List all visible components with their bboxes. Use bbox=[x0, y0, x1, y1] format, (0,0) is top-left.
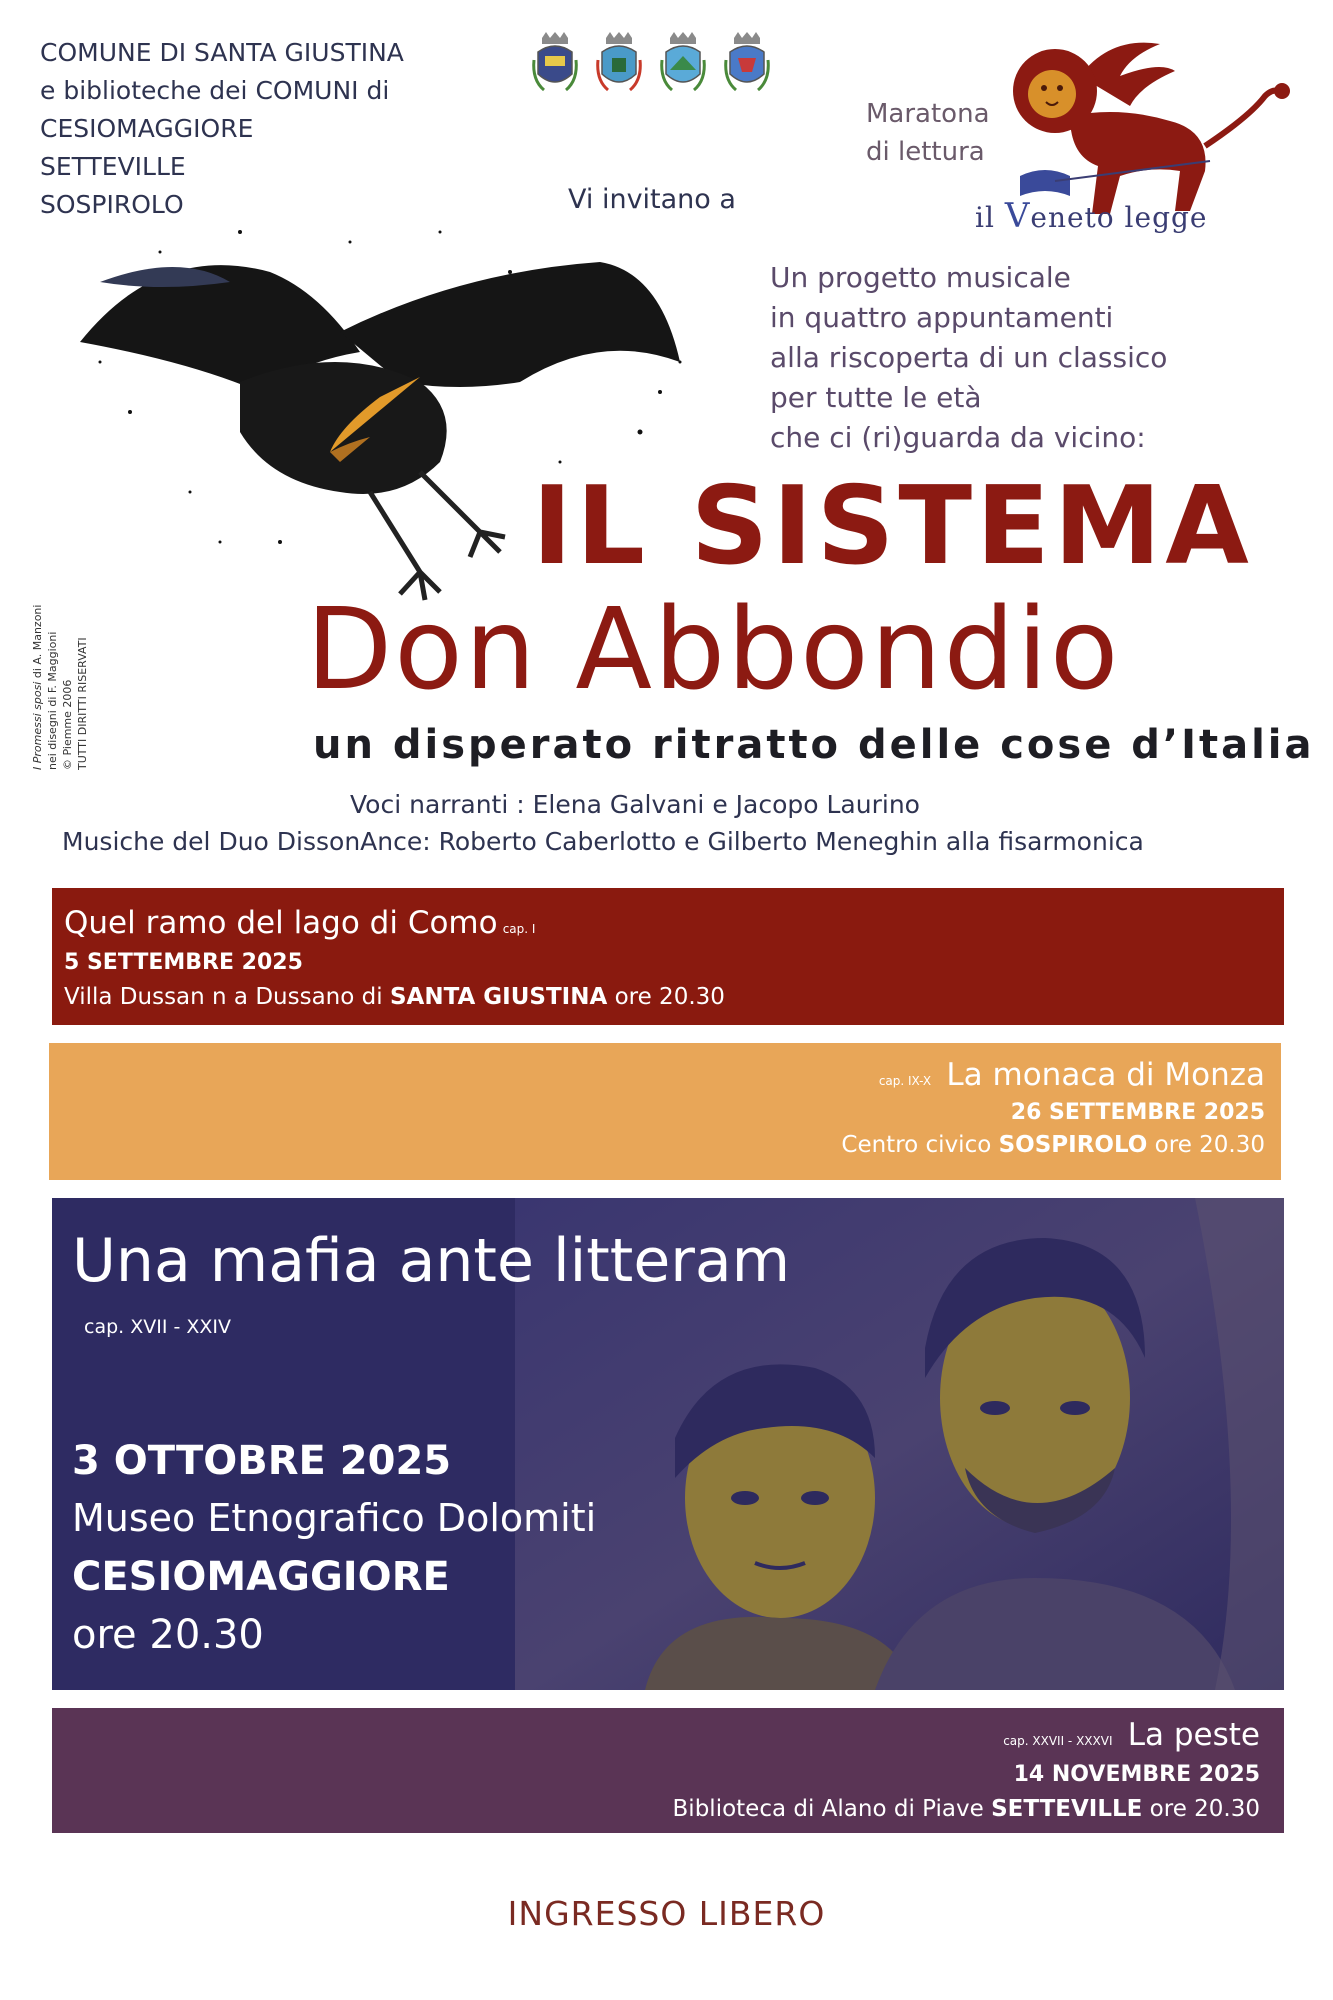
event-venue: Museo Etnografico Dolomiti bbox=[72, 1496, 597, 1540]
event-town: CESIOMAGGIORE bbox=[72, 1554, 450, 1600]
veneto-legge-logo-text bbox=[975, 196, 1208, 236]
event-chapter: cap. IX-X bbox=[878, 1074, 932, 1088]
event-date: 14 NOVEMBRE 2025 bbox=[1013, 1762, 1260, 1787]
blurb-line: per tutte le età bbox=[770, 381, 982, 414]
event-place-line bbox=[64, 980, 725, 1014]
event-time: ore 20.30 bbox=[1142, 1796, 1260, 1822]
blurb-line: Un progetto musicale bbox=[770, 261, 1071, 294]
credit-book-title: I Promessi sposi bbox=[31, 681, 44, 770]
music-credit-line: Musiche del Duo DissonAnce: Roberto Caberlotto e Gilberto Meneghin alla fisarmonica bbox=[62, 827, 1144, 856]
maratona-line: Maratona bbox=[866, 99, 990, 129]
organizer-line: COMUNE DI SANTA GIUSTINA bbox=[40, 38, 404, 67]
event-venue: Centro civico bbox=[841, 1132, 999, 1158]
event-date: 5 SETTEMBRE 2025 bbox=[64, 950, 303, 975]
coat-of-arms-cesiomaggiore-icon bbox=[594, 30, 644, 96]
event-town: SETTEVILLE bbox=[991, 1796, 1143, 1822]
event-place-line bbox=[673, 1792, 1260, 1826]
blurb-line: alla riscoperta di un classico bbox=[770, 341, 1168, 374]
event-title: La peste bbox=[1127, 1717, 1260, 1753]
event-town: SOSPIROLO bbox=[998, 1132, 1148, 1158]
coat-of-arms-setteville-icon bbox=[658, 30, 708, 96]
coat-of-arms-sospirolo-icon bbox=[722, 30, 772, 96]
project-blurb bbox=[770, 258, 1167, 458]
event-band-1 bbox=[52, 888, 1284, 1025]
logo-text-cap: V bbox=[1004, 196, 1031, 236]
organizers-block bbox=[40, 34, 404, 224]
event-time: ore 20.30 bbox=[607, 984, 725, 1010]
credit-author: di A. Manzoni bbox=[31, 604, 44, 682]
event-band-3 bbox=[52, 1198, 1284, 1690]
event-chapter: cap. I bbox=[502, 922, 536, 936]
event-time: ore 20.30 bbox=[1147, 1132, 1265, 1158]
event-time: ore 20.30 bbox=[72, 1612, 264, 1658]
free-entry-notice: INGRESSO LIBERO bbox=[507, 1894, 826, 1933]
maratona-line: di lettura bbox=[866, 137, 985, 167]
main-title-line2: Don Abbondio bbox=[306, 585, 1121, 715]
credit-line: TUTTI DIRITTI RISERVATI bbox=[76, 637, 89, 770]
event-place-line bbox=[841, 1129, 1265, 1161]
event-date: 3 OTTOBRE 2025 bbox=[72, 1438, 452, 1484]
event-title: Quel ramo del lago di Como bbox=[64, 905, 498, 941]
illustration-credits bbox=[30, 570, 90, 770]
invite-text: Vi invitano a bbox=[568, 184, 736, 215]
blurb-line: in quattro appuntamenti bbox=[770, 301, 1114, 334]
event-chapter: cap. XXVII - XXXVI bbox=[1003, 1734, 1113, 1748]
coat-of-arms-santa-giustina-icon bbox=[530, 30, 580, 96]
credit-line: nei disegni di F. Maggioni bbox=[46, 631, 59, 770]
organizer-line: CESIOMAGGIORE bbox=[40, 114, 254, 143]
main-title-line1: IL SISTEMA bbox=[532, 464, 1253, 589]
logo-text-post: eneto legge bbox=[1030, 201, 1208, 234]
event-date: 26 SETTEMBRE 2025 bbox=[1010, 1100, 1265, 1125]
organizer-line: SOSPIROLO bbox=[40, 190, 184, 219]
organizer-line: SETTEVILLE bbox=[40, 152, 186, 181]
event-chapter: cap. XVII - XXIV bbox=[84, 1316, 232, 1338]
main-subtitle: un disperato ritratto delle cose d’Italia bbox=[313, 722, 1315, 768]
event-town: SANTA GIUSTINA bbox=[389, 984, 608, 1010]
event-title: La monaca di Monza bbox=[946, 1057, 1265, 1093]
narrators-line: Voci narranti : Elena Galvani e Jacopo Laurino bbox=[350, 790, 920, 819]
organizer-line: e biblioteche dei COMUNI di bbox=[40, 76, 390, 105]
credit-line: © Piemme 2006 bbox=[61, 679, 74, 770]
event-band-2 bbox=[49, 1043, 1281, 1180]
blurb-line: che ci (ri)guarda da vicino: bbox=[770, 421, 1146, 454]
event-venue: Villa Dussan n a Dussano di bbox=[64, 984, 390, 1010]
crests-row bbox=[530, 30, 772, 96]
event-title: Una mafia ante litteram bbox=[72, 1226, 791, 1296]
logo-text-pre: il bbox=[975, 201, 1005, 234]
event-venue: Biblioteca di Alano di Piave bbox=[672, 1796, 992, 1822]
event-band-4 bbox=[52, 1708, 1284, 1833]
